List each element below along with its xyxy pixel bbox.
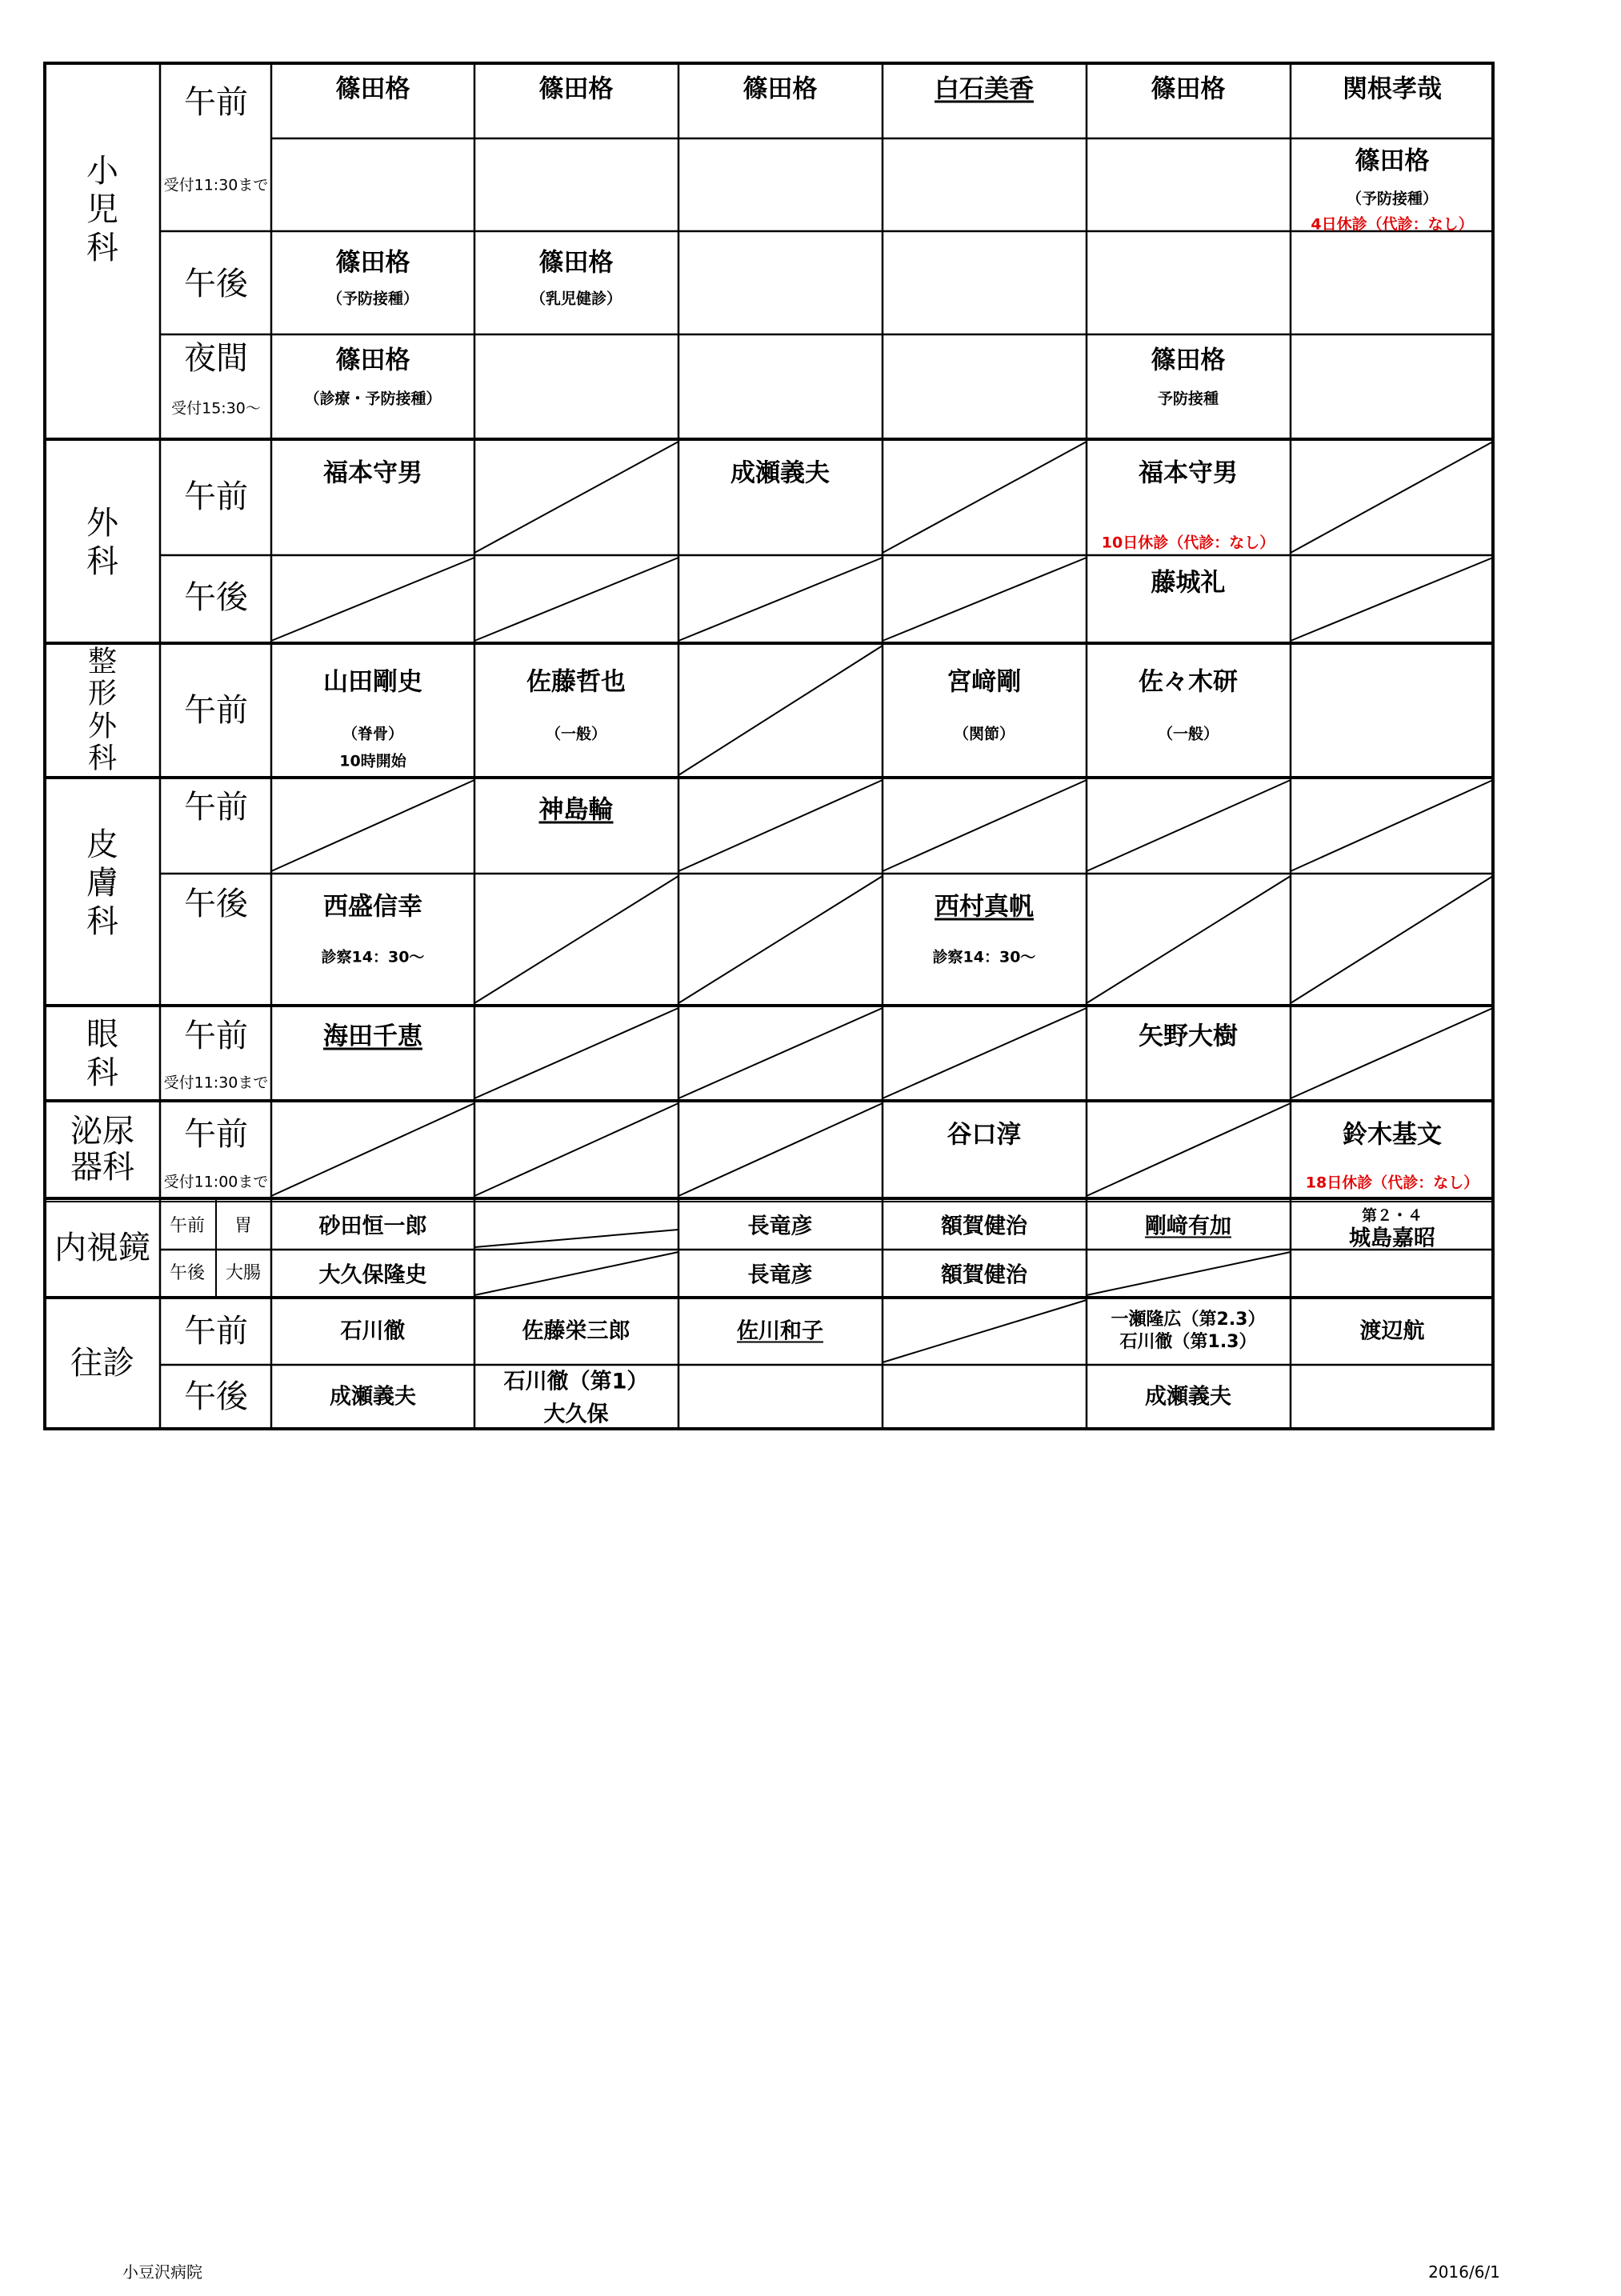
dept-home-visit: 往診 bbox=[70, 1345, 134, 1382]
session-night: 夜間 bbox=[184, 340, 248, 377]
dept-surgery-char: 外 bbox=[86, 505, 118, 542]
doctor-name: 長竜彦 bbox=[747, 1214, 813, 1239]
doctor-name: 矢野大樹 bbox=[1139, 1022, 1238, 1051]
doctor-name: 長竜彦 bbox=[747, 1262, 813, 1288]
dept-pediatrics bbox=[86, 152, 118, 267]
doctor-name: 篠田格 bbox=[335, 74, 410, 104]
doctor-name: 剛﨑有加 bbox=[1145, 1214, 1231, 1239]
closure-notice: 10日休診（代診：なし） bbox=[1101, 534, 1275, 552]
doctor-name: 一瀬隆広（第2.3） bbox=[1111, 1310, 1266, 1330]
dept-dermatology-char: 膚 bbox=[86, 865, 118, 902]
doctor-name: 山田剛史 bbox=[323, 667, 422, 697]
dept-ophthalmology-char: 眼 bbox=[86, 1016, 118, 1053]
dept-dermatology-char: 科 bbox=[86, 903, 118, 940]
service-note: （診療・予防接種） bbox=[304, 390, 442, 408]
session-pm: 午後 bbox=[184, 1378, 248, 1415]
doctor-name: 福本守男 bbox=[1139, 458, 1238, 488]
doctor-name: 白石美香 bbox=[935, 74, 1034, 104]
dept-dermatology-char: 皮 bbox=[86, 826, 118, 863]
doctor-name: 石川徹（第1.3） bbox=[1119, 1332, 1257, 1352]
doctor-name: 佐々木研 bbox=[1139, 667, 1238, 697]
session-am: 午前 bbox=[184, 84, 248, 121]
dept-urology-line: 泌尿 bbox=[70, 1113, 134, 1150]
doctor-name: 篠田格 bbox=[335, 346, 410, 375]
dept-surgery bbox=[86, 504, 118, 581]
doctor-name: 石川徹 bbox=[340, 1318, 406, 1344]
doctor-name: 石川徹（第1） bbox=[503, 1369, 649, 1394]
doctor-name: 大久保隆史 bbox=[318, 1262, 427, 1288]
doctor-name: 篠田格 bbox=[538, 248, 614, 278]
service-note: （予防接種） bbox=[1346, 190, 1439, 208]
doctor-name: 大久保 bbox=[543, 1402, 609, 1427]
doctor-name: 佐藤栄三郎 bbox=[522, 1318, 630, 1344]
dept-pediatrics-char: 児 bbox=[86, 191, 118, 228]
doctor-name: 福本守男 bbox=[323, 458, 422, 488]
doctor-name: 篠田格 bbox=[1151, 74, 1226, 104]
doctor-name: 鈴木基文 bbox=[1343, 1120, 1442, 1150]
session-am: 午前 bbox=[184, 692, 248, 729]
session-stomach: 胃 bbox=[234, 1216, 253, 1236]
reception-note: 受付11:30まで bbox=[163, 1074, 269, 1092]
doctor-name: 篠田格 bbox=[1355, 146, 1430, 176]
dept-orthopedics-char: 科 bbox=[87, 742, 118, 775]
service-note: （乳児健診） bbox=[530, 290, 622, 308]
doctor-name: 篠田格 bbox=[538, 74, 614, 104]
dept-orthopedics-char: 形 bbox=[87, 677, 118, 710]
closure-notice: 18日休診（代診：なし） bbox=[1305, 1174, 1479, 1192]
doctor-name: 佐川和子 bbox=[737, 1318, 823, 1344]
footer-hospital-name: 小豆沢病院 bbox=[122, 2262, 202, 2282]
dept-pediatrics-char: 小 bbox=[86, 153, 118, 190]
service-note: （関節） bbox=[953, 725, 1015, 743]
dept-ophthalmology bbox=[86, 1015, 118, 1092]
doctor-name: 篠田格 bbox=[335, 248, 410, 278]
dept-pediatrics-char: 科 bbox=[86, 230, 118, 266]
session-am-small: 午前 bbox=[169, 1216, 206, 1236]
doctor-name: 藤城礼 bbox=[1151, 568, 1226, 598]
session-pm-small: 午後 bbox=[169, 1263, 206, 1283]
closure-notice: 4日休診（代診：なし） bbox=[1311, 215, 1474, 234]
service-note: 予防接種 bbox=[1157, 390, 1219, 408]
session-am: 午前 bbox=[184, 1313, 248, 1350]
doctor-name: 関根孝哉 bbox=[1343, 74, 1442, 104]
dept-surgery-char: 科 bbox=[86, 543, 118, 580]
doctor-name: 佐藤哲也 bbox=[526, 667, 626, 697]
service-note: 診察14：30～ bbox=[932, 948, 1036, 966]
doctor-name: 成瀬義夫 bbox=[1145, 1384, 1231, 1410]
reception-note: 受付11:00まで bbox=[163, 1173, 269, 1191]
doctor-name: 成瀬義夫 bbox=[330, 1384, 416, 1410]
doctor-name: 城島嘉昭 bbox=[1349, 1226, 1435, 1251]
dept-urology-line: 器科 bbox=[70, 1149, 134, 1186]
service-note: （一般） bbox=[545, 725, 607, 743]
session-pm: 午後 bbox=[184, 266, 248, 302]
doctor-name: 西盛信幸 bbox=[323, 892, 422, 922]
session-am: 午前 bbox=[184, 478, 248, 515]
dept-endoscopy: 内視鏡 bbox=[54, 1230, 150, 1266]
session-am: 午前 bbox=[184, 789, 248, 826]
dept-orthopedics bbox=[88, 646, 117, 774]
dept-orthopedics-char: 整 bbox=[87, 645, 118, 678]
service-note: （脊骨） bbox=[342, 725, 404, 743]
service-note: 診察14：30～ bbox=[321, 948, 425, 966]
doctor-name: 額賀健治 bbox=[941, 1262, 1027, 1288]
doctor-name: 渡辺航 bbox=[1359, 1318, 1425, 1344]
service-note: （予防接種） bbox=[326, 290, 419, 308]
service-note: 10時開始 bbox=[339, 752, 406, 770]
doctor-name: 宮﨑剛 bbox=[947, 667, 1022, 697]
week-note: 第２・４ bbox=[1361, 1206, 1423, 1225]
session-pm: 午後 bbox=[184, 579, 248, 616]
session-pm: 午後 bbox=[184, 886, 248, 922]
doctor-name: 篠田格 bbox=[1151, 346, 1226, 375]
reception-note: 受付15:30～ bbox=[171, 399, 261, 418]
session-am: 午前 bbox=[184, 1116, 248, 1153]
doctor-name: 海田千恵 bbox=[323, 1022, 422, 1051]
reception-note: 受付11:30まで bbox=[163, 176, 269, 194]
session-am: 午前 bbox=[184, 1018, 248, 1054]
dept-dermatology bbox=[86, 826, 118, 941]
service-note: （一般） bbox=[1157, 725, 1219, 743]
doctor-name: 成瀬義夫 bbox=[730, 458, 830, 488]
dept-orthopedics-char: 外 bbox=[87, 710, 118, 742]
doctor-name: 谷口淳 bbox=[947, 1120, 1022, 1150]
doctor-name: 額賀健治 bbox=[941, 1214, 1027, 1239]
doctor-name: 篠田格 bbox=[742, 74, 818, 104]
footer-date: 2016/6/1 bbox=[1428, 2262, 1500, 2282]
doctor-name: 神島輪 bbox=[538, 795, 614, 825]
session-colon: 大腸 bbox=[225, 1263, 262, 1283]
dept-ophthalmology-char: 科 bbox=[86, 1054, 118, 1091]
dept-urology bbox=[70, 1114, 134, 1186]
doctor-name: 砂田恒一郎 bbox=[318, 1214, 427, 1239]
doctor-name: 西村真帆 bbox=[935, 892, 1034, 922]
